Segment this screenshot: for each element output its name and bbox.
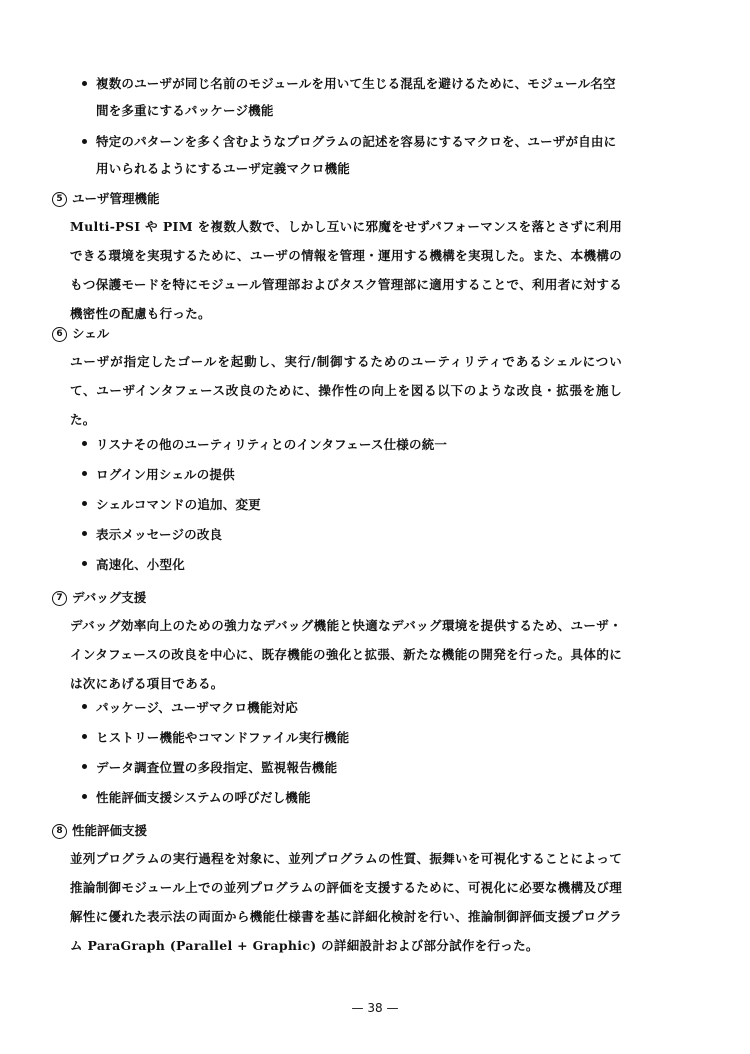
section-heading xyxy=(52,585,622,611)
debug-bullet-list xyxy=(82,693,622,813)
list-item: パッケージ、ユーザマクロ機能対応 xyxy=(82,693,622,723)
list-item: リスナその他のユーティリティとのインタフェース仕様の統一 xyxy=(82,430,622,460)
list-item: 特定のパターンを多く含むようなプログラムの記述を容易にするマクロを、ユーザが自由に用いられるようにするユーザ定義マクロ機能 xyxy=(82,128,622,182)
section-performance-evaluation xyxy=(52,818,622,960)
section-title: 性能評価支援 xyxy=(72,823,148,838)
section-heading xyxy=(52,321,622,347)
section-user-management xyxy=(52,186,622,328)
section-number: 7 xyxy=(52,591,67,606)
top-bullet-list xyxy=(82,70,622,182)
section-number: 5 xyxy=(52,192,67,207)
section-title: シェル xyxy=(72,326,110,341)
section-heading xyxy=(52,186,622,212)
section-number: 6 xyxy=(52,327,67,342)
list-item: シェルコマンドの追加、変更 xyxy=(82,490,622,520)
list-item: データ調査位置の多段指定、監視報告機能 xyxy=(82,753,622,783)
page-number: — 38 — xyxy=(351,1001,399,1015)
section-paragraph: 並列プログラムの実行過程を対象に、並列プログラムの性質、振舞いを可視化することによって推論制御モジュール上での並列プログラムの評価を支援するために、可視化に必要な機構及び理解性に優れた表示法の両面から機能仕様書を基に詳細化検討を行い、推論制御評価支援プログラム ParaGraph (Parallel + Graphic) の詳細設計および部分試作を行った。 xyxy=(70,851,622,953)
list-item: 表示メッセージの改良 xyxy=(82,520,622,550)
section-paragraph: Multi-PSI や PIM を複数人数で、しかし互いに邪魔をせずパフォーマンスを落とさずに利用できる環境を実現するために、ユーザの情報を管理・運用する機構を実現した。また、本機構のもつ保護モードを特にモジュール管理部およびタスク管理部に適用することで、利用者に対する機密性の配慮も行った。 xyxy=(70,219,622,321)
section-title: デバッグ支援 xyxy=(72,590,147,605)
list-item: ヒストリー機能やコマンドファイル実行機能 xyxy=(82,723,622,753)
list-item: 複数のユーザが同じ名前のモジュールを用いて生じる混乱を避けるために、モジュール名空間を多重にするパッケージ機能 xyxy=(82,70,622,124)
section-paragraph: ユーザが指定したゴールを起動し、実行/制御するためのユーティリティであるシェルについて、ユーザインタフェース改良のために、操作性の向上を図る以下のような改良・拡張を施した。 xyxy=(70,354,622,427)
section-heading xyxy=(52,818,622,844)
list-item: 高速化、小型化 xyxy=(82,550,622,580)
shell-bullet-list xyxy=(82,430,622,580)
section-number: 8 xyxy=(52,824,67,839)
section-debug-support xyxy=(52,585,622,698)
section-title: ユーザ管理機能 xyxy=(72,191,160,206)
list-item: 性能評価支援システムの呼びだし機能 xyxy=(82,783,622,813)
list-item: ログイン用シェルの提供 xyxy=(82,460,622,490)
section-paragraph: デバッグ効率向上のための強力なデバッグ機能と快適なデバッグ環境を提供するため、ユーザ・インタフェースの改良を中心に、既存機能の強化と拡張、新たな機能の開発を行った。具体的には次にあげる項目である。 xyxy=(70,618,622,691)
section-shell xyxy=(52,321,622,434)
